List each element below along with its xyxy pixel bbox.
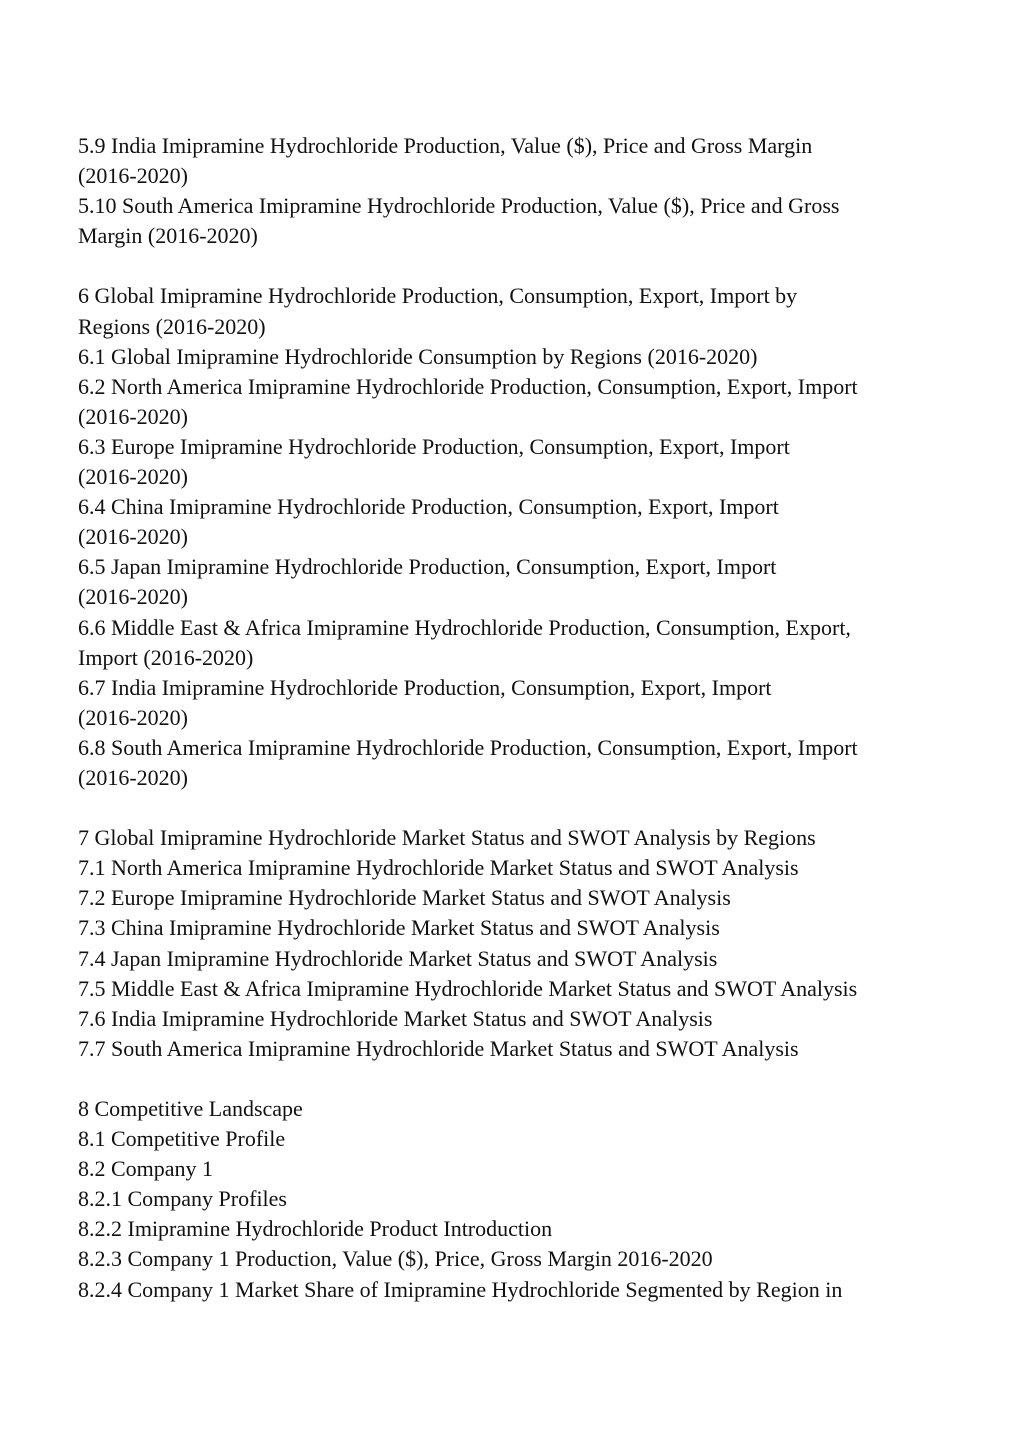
toc-line: 7.6 India Imipramine Hydrochloride Market Status and SWOT Analysis — [78, 1005, 713, 1031]
toc-line: (2016-2020) — [78, 163, 188, 189]
toc-line: 7.7 South America Imipramine Hydrochloride Market Status and SWOT Analysis — [78, 1035, 799, 1061]
toc-line: 5.9 India Imipramine Hydrochloride Production, Value ($), Price and Gross Margin — [78, 133, 813, 158]
toc-line: (2016-2020) — [78, 524, 188, 550]
toc-line: 7.2 Europe Imipramine Hydrochloride Market Status and SWOT Analysis — [78, 885, 731, 911]
toc-line: 8.2.2 Imipramine Hydrochloride Product Introduction — [78, 1216, 553, 1242]
toc-line: 6.2 North America Imipramine Hydrochloride Production, Consumption, Export, Import — [78, 373, 858, 399]
document-page — [78, 131, 958, 1305]
toc-line: 6.7 India Imipramine Hydrochloride Production, Consumption, Export, Import — [78, 674, 772, 700]
toc-line: 6.5 Japan Imipramine Hydrochloride Production, Consumption, Export, Import — [78, 554, 777, 580]
toc-line: 8.2 Company 1 — [78, 1156, 214, 1182]
toc-line: 8.2.4 Company 1 Market Share of Imipramine Hydrochloride Segmented by Region in — [78, 1276, 843, 1302]
toc-line: Regions (2016-2020) — [78, 313, 266, 339]
toc-line: 7.1 North America Imipramine Hydrochloride Market Status and SWOT Analysis — [78, 855, 799, 881]
toc-line: (2016-2020) — [78, 464, 188, 490]
toc-line: 6.1 Global Imipramine Hydrochloride Consumption by Regions (2016-2020) — [78, 343, 758, 369]
toc-line: (2016-2020) — [78, 584, 188, 610]
toc-line: 6.8 South America Imipramine Hydrochloride Production, Consumption, Export, Import — [78, 734, 858, 760]
section-spacer — [78, 1064, 958, 1094]
toc-line: (2016-2020) — [78, 704, 188, 730]
toc-line: 6 Global Imipramine Hydrochloride Production, Consumption, Export, Import by — [78, 283, 798, 309]
toc-line: 8.1 Competitive Profile — [78, 1126, 286, 1152]
toc-line: 8.2.3 Company 1 Production, Value ($), Price, Gross Margin 2016-2020 — [78, 1246, 713, 1272]
toc-line: 5.10 South America Imipramine Hydrochloride Production, Value ($), Price and Gross — [78, 193, 840, 219]
toc-line: 7 Global Imipramine Hydrochloride Market Status and SWOT Analysis by Regions — [78, 825, 816, 851]
section-spacer — [78, 251, 958, 281]
toc-line: 6.4 China Imipramine Hydrochloride Production, Consumption, Export, Import — [78, 494, 779, 520]
section-spacer — [78, 793, 958, 823]
toc-line: 7.5 Middle East & Africa Imipramine Hydrochloride Market Status and SWOT Analysis — [78, 975, 858, 1001]
toc-line: 8.2.1 Company Profiles — [78, 1186, 287, 1212]
toc-line: 6.6 Middle East & Africa Imipramine Hydrochloride Production, Consumption, Export, — [78, 614, 851, 640]
toc-line: 8 Competitive Landscape — [78, 1096, 303, 1121]
toc-line: (2016-2020) — [78, 403, 188, 429]
toc-line: 6.3 Europe Imipramine Hydrochloride Production, Consumption, Export, Import — [78, 433, 790, 459]
toc-line: Margin (2016-2020) — [78, 223, 258, 249]
toc-line: 7.3 China Imipramine Hydrochloride Market Status and SWOT Analysis — [78, 915, 720, 941]
toc-line: (2016-2020) — [78, 764, 188, 790]
toc-line: Import (2016-2020) — [78, 644, 254, 670]
toc-line: 7.4 Japan Imipramine Hydrochloride Market Status and SWOT Analysis — [78, 945, 718, 971]
